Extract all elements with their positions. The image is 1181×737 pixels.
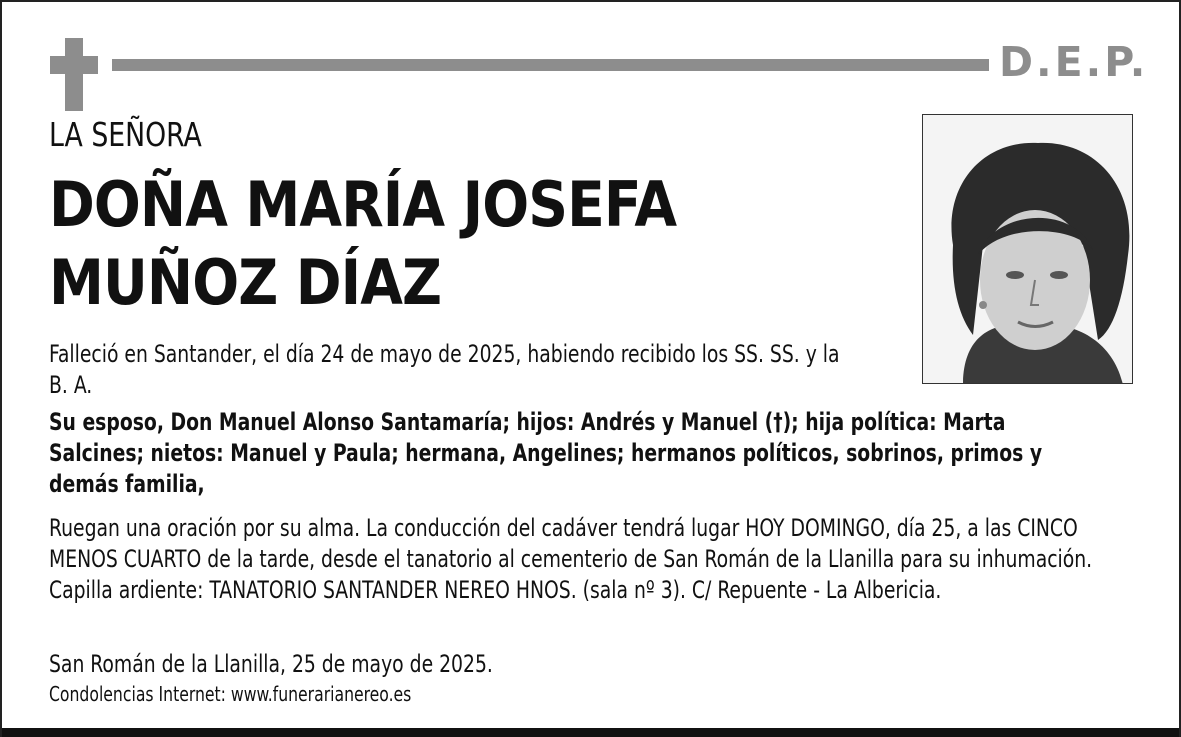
deceased-name-line1: DOÑA MARÍA JOSEFA bbox=[49, 168, 677, 241]
deceased-name-line2: MUÑOZ DÍAZ bbox=[49, 246, 442, 319]
header-rule bbox=[112, 59, 989, 71]
bottom-rule bbox=[2, 728, 1179, 737]
funeral-details: Ruegan una oración por su alma. La conducción del cadáver tendrá lugar HOY DOMINGO, día 25, a las CINCO MENOS CUARTO de la tarde, desde el tanatorio al cementerio de San Román de la Llanilla para su inhumación. Capilla ardiente: TANATORIO SANTANDER NEREO HNOS. (sala nº 3). C/ Repuente - La Albericia. bbox=[49, 514, 1093, 604]
portrait-image bbox=[923, 115, 1133, 384]
death-announcement: Falleció en Santander, el día 24 de mayo de 2025, habiendo recibido los SS. SS. y la B. A. bbox=[49, 340, 840, 399]
cross-icon bbox=[65, 38, 83, 111]
cross-icon-bar bbox=[50, 56, 98, 74]
family-list: Su esposo, Don Manuel Alonso Santamaría; hijos: Andrés y Manuel (†); hija política: Marta Salcines; nietos: Manuel y Paula; hermana, Angelines; hermanos políticos, sobrinos, primos y demás familia, bbox=[49, 408, 1043, 498]
portrait-photo bbox=[922, 114, 1133, 384]
honorific-title: LA SEÑORA bbox=[49, 115, 202, 154]
condolences-link[interactable]: Condolencias Internet: www.funerarianereo.es bbox=[49, 682, 412, 706]
place-and-date: San Román de la Llanilla, 25 de mayo de 2025. bbox=[49, 650, 493, 678]
dep-label: D.E.P. bbox=[999, 38, 1149, 86]
